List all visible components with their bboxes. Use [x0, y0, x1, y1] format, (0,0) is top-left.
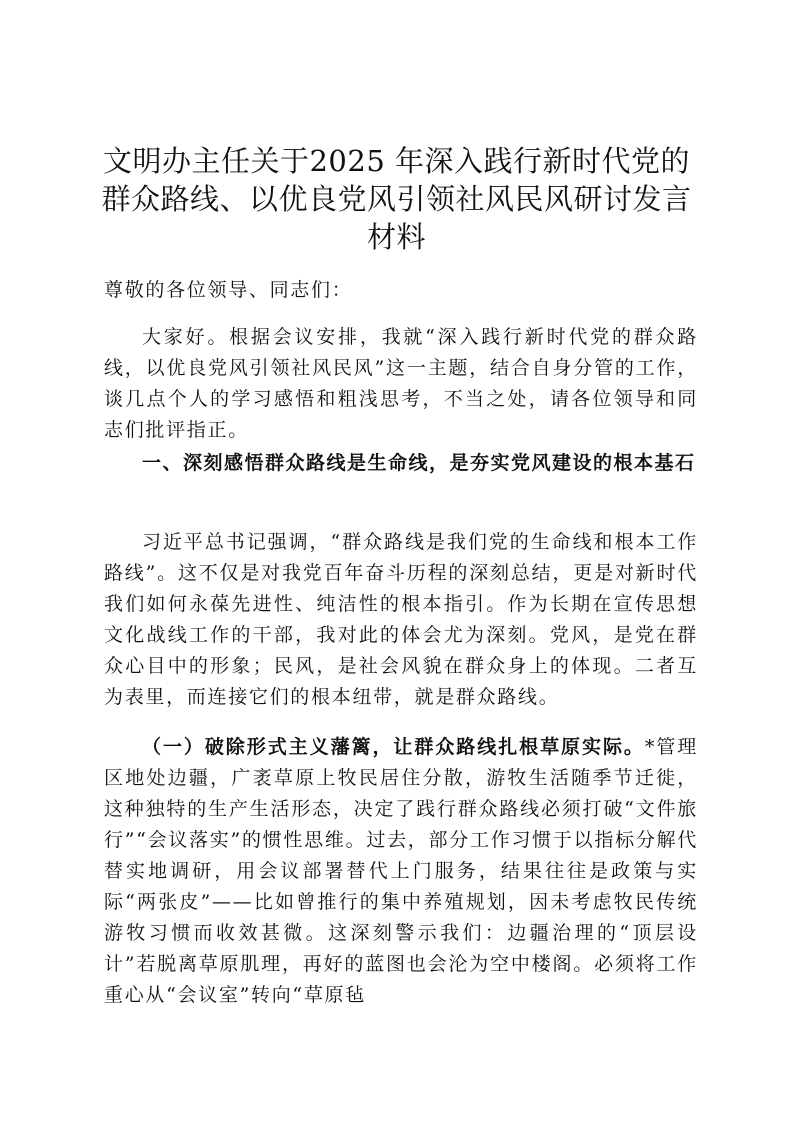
document-title: 文明办主任关于2025 年深入践行新时代党的群众路线、以优良党风引领社风民风研讨发言材料	[101, 144, 692, 254]
subsection-1-body: *管理区地处边疆，广袤草原上牧民居住分散，游牧生活随季节迁徙，这种独特的生产生活形态，决定了践行群众路线必须打破“文件旅行”“会议落实”的惯性思维。过去，部分工作习惯于以指标分解代替实地调研，用会议部署替代上门服务，结果往往是政策与实际“两张皮”——比如曾推行的集中养殖规划，因未考虑牧民传统游牧习惯而收效甚微。这深刻警示我们：边疆治理的“顶层设计”若脱离草原肌理，再好的蓝图也会沦为空中楼阁。必须将工作重心从“会议室”转向“草原毡	[104, 736, 698, 1006]
section-1-paragraph: 习近平总书记强调，“群众路线是我们党的生命线和根本工作路线”。这不仅是对我党百年奋斗历程的深刻总结，更是对新时代我们如何永葆先进性、纯洁性的根本指引。作为长期在宣传思想文化战线工作的干部，我对此的体会尤为深刻。党风，是党在群众心目中的形象；民风，是社会风貌在群众身上的体现。二者互为表里，而连接它们的根本纽带，就是群众路线。	[104, 531, 698, 708]
section-1-heading: 一、深刻感悟群众路线是生命线，是夯实党风建设的根本基石	[142, 452, 696, 474]
intro-paragraph: 大家好。根据会议安排，我就“深入践行新时代党的群众路线，以优良党风引领社风民风”这一主题，结合自身分管的工作，谈几点个人的学习感悟和粗浅思考，不当之处，请各位领导和同志们批评指正。	[104, 326, 698, 441]
salutation: 尊敬的各位领导、同志们：	[104, 279, 353, 301]
subsection-1-lead: （一）破除形式主义藩篱，让群众路线扎根草原实际。	[142, 736, 645, 758]
subsection-1-paragraph	[104, 732, 698, 1011]
